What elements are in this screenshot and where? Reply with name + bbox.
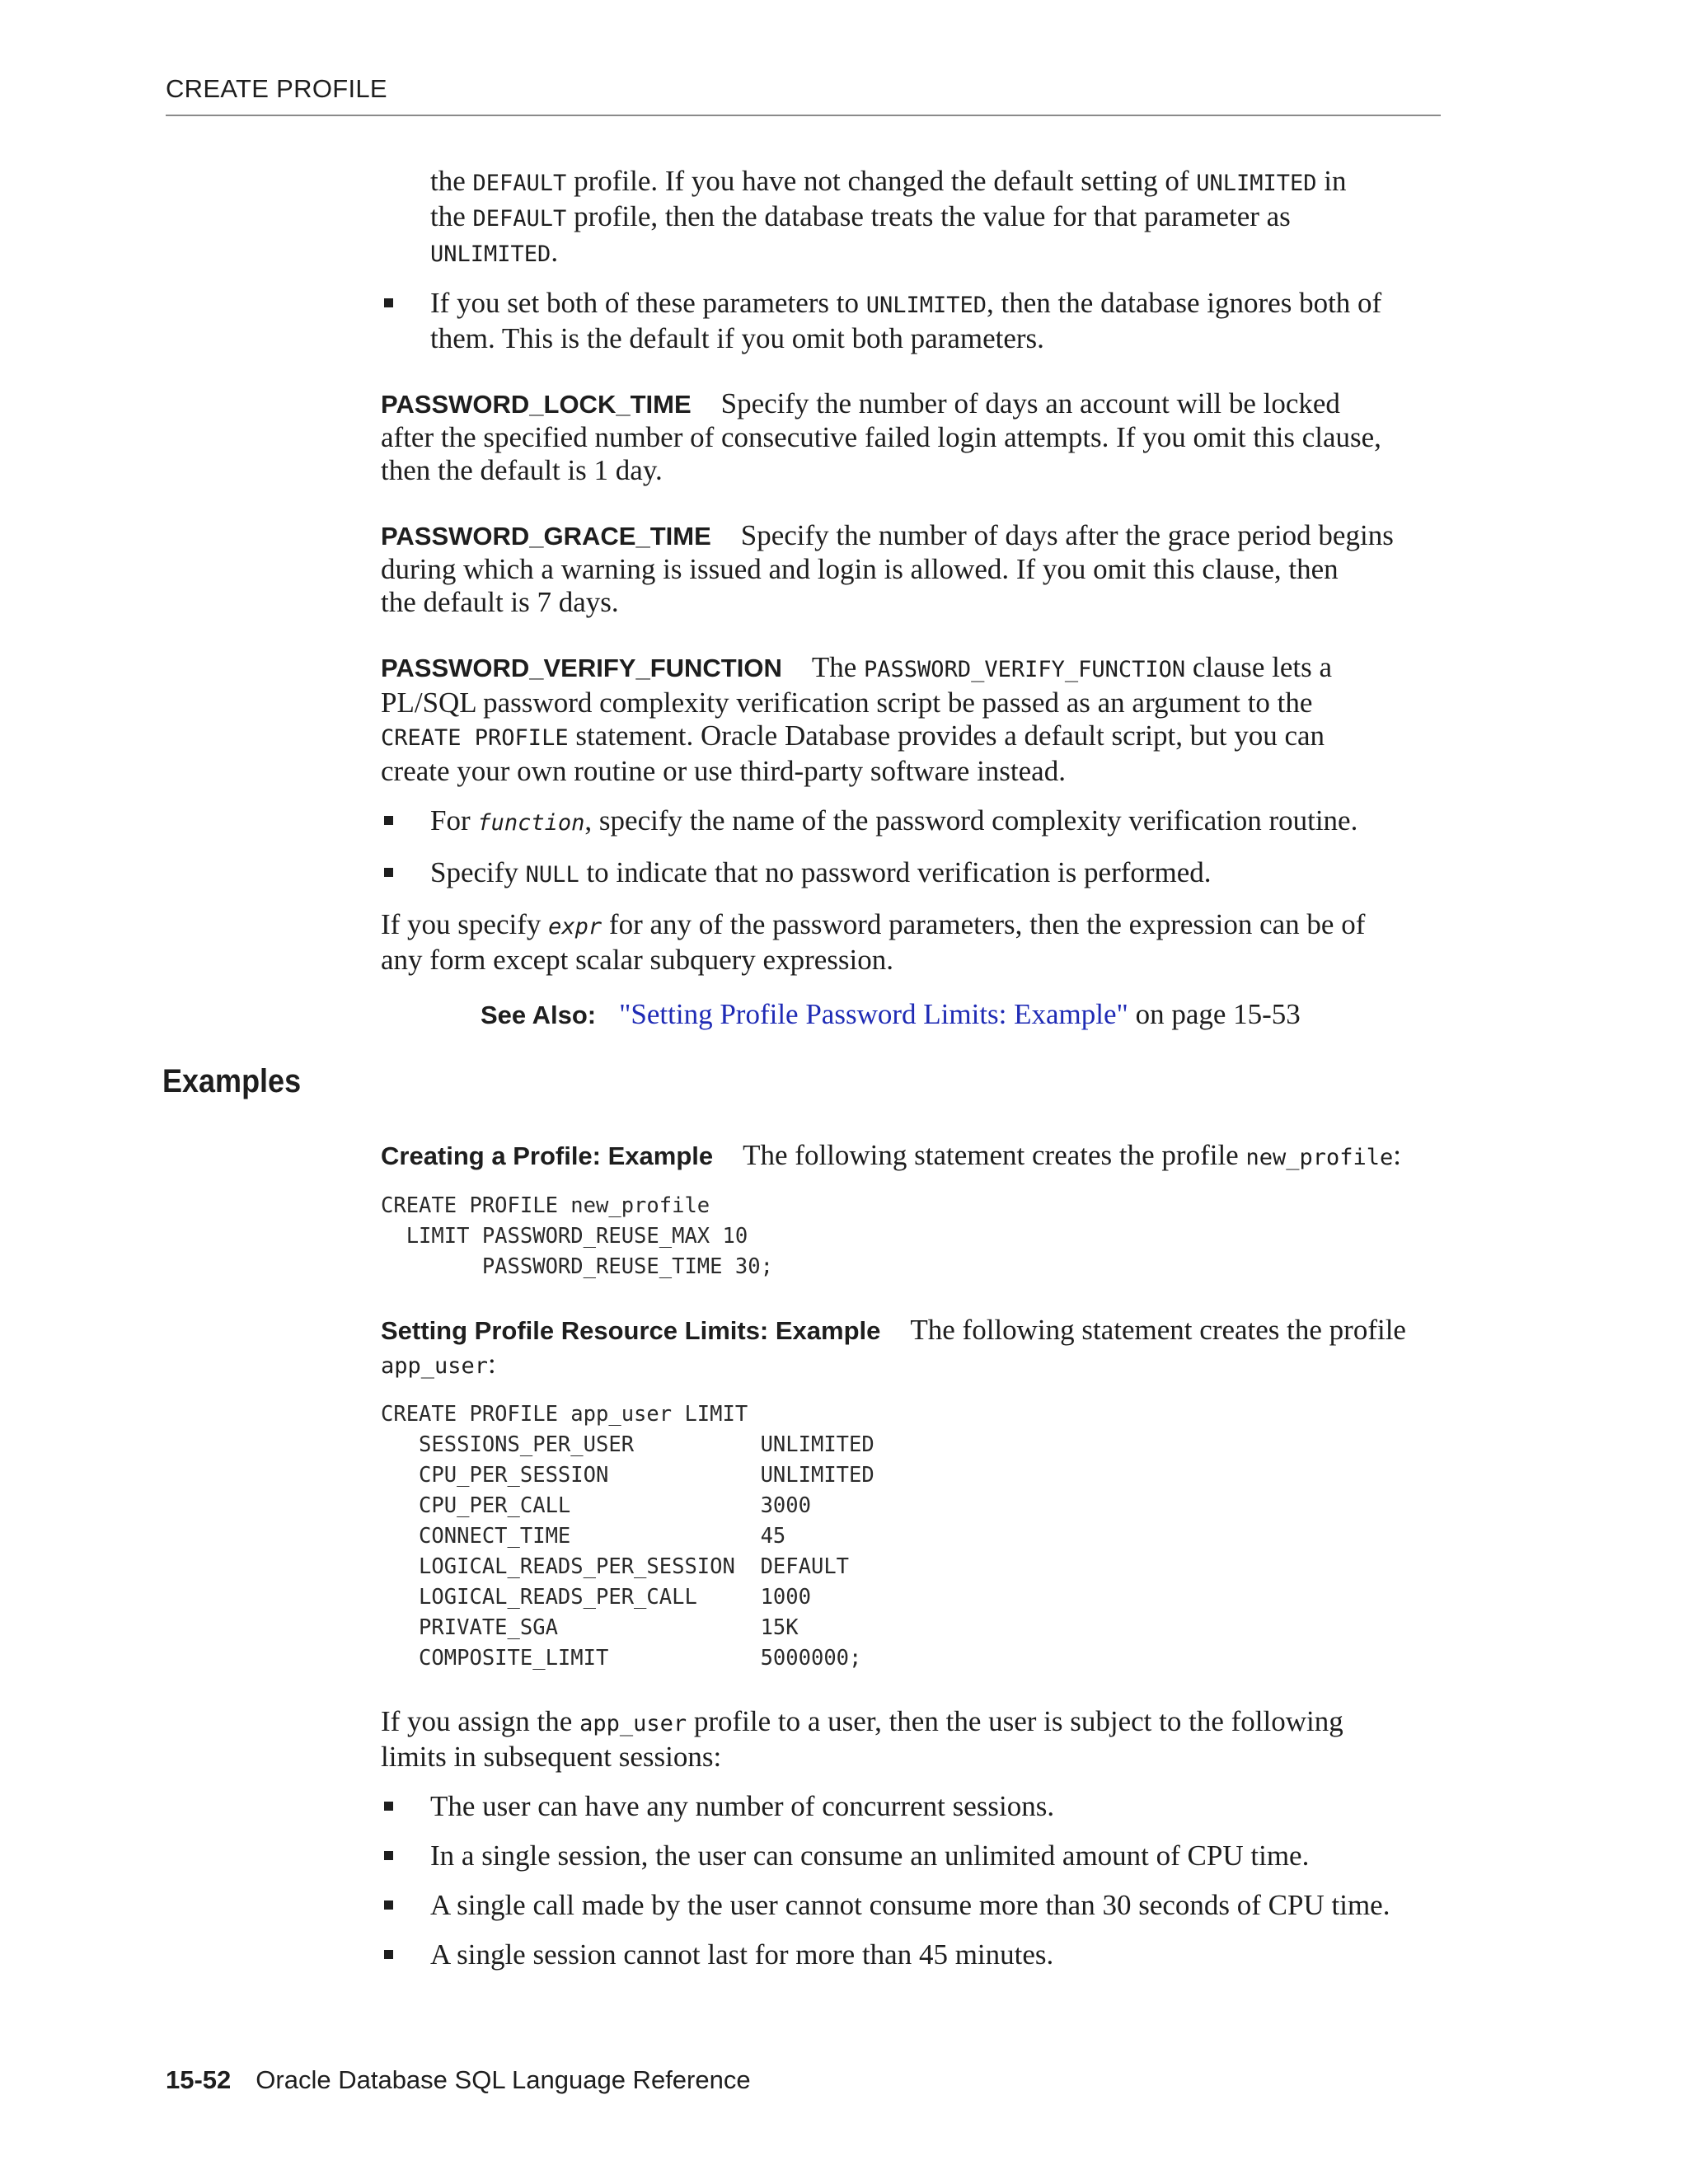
bullet-icon <box>384 1851 393 1860</box>
page-number: 15-52 <box>166 2065 232 2094</box>
example-heading: Setting Profile Resource Limits: Example <box>381 1316 881 1345</box>
running-header <box>166 74 1441 116</box>
code-block: CREATE PROFILE new_profile LIMIT PASSWORD_REUSE_MAX 10 PASSWORD_REUSE_TIME 30; <box>381 1193 773 1279</box>
bullet-icon <box>384 1802 393 1811</box>
bullet-icon <box>384 868 393 877</box>
example-resource-limits: Setting Profile Resource Limits: Example The following statement creates the profile app_user: <box>381 1314 1406 1380</box>
continued-paragraph: the DEFAULT profile. If you have not changed the default setting of UNLIMITED in the DEFAULT profile, then the database treats the value for that parameter as UNLIMITED. <box>430 165 1347 268</box>
password-lock-time-para: PASSWORD_LOCK_TIME Specify the number of days an account will be locked after the specified number of consecutive failed login attempts. If you omit this clause, then the default is 1 day. <box>381 387 1381 486</box>
list-item: A single session cannot last for more than 45 minutes. <box>381 1938 1444 1971</box>
code-block: CREATE PROFILE app_user LIMIT SESSIONS_PER_USER UNLIMITED CPU_PER_SESSION UNLIMITED CPU_PER_CALL 3000 CONNECT_TIME 45 LOGICAL_READS_PER_SESSION DEFAULT LOGICAL_READS_PER_CALL 1000 PRIVATE_SGA 15K COMPOSITE_LIMIT 5000000; <box>381 1402 874 1671</box>
example-creating-profile: Creating a Profile: Example The following statement creates the profile new_profile: <box>381 1139 1402 1171</box>
cross-reference-link[interactable]: "Setting Profile Password Limits: Example" <box>619 998 1128 1030</box>
term-heading: PASSWORD_VERIFY_FUNCTION <box>381 654 782 682</box>
expr-paragraph: If you specify expr for any of the password parameters, then the expression can be of any form except scalar subquery expression. <box>381 908 1366 976</box>
password-verify-function-para: PASSWORD_VERIFY_FUNCTION The PASSWORD_VERIFY_FUNCTION clause lets a PL/SQL password complexity verification script be passed as an argument to the CREATE PROFILE statement. Oracle Database provides a default script, but you can create your own routine or use third-party software instead. <box>381 651 1333 787</box>
book-title: Oracle Database SQL Language Reference <box>256 2065 751 2094</box>
assign-paragraph: If you assign the app_user profile to a user, then the user is subject to the following limits in subsequent sessions: <box>381 1705 1343 1773</box>
term-heading: PASSWORD_GRACE_TIME <box>381 522 711 551</box>
see-also-note: See Also: "Setting Profile Password Limits: Example" on page 15-53 <box>481 998 1301 1030</box>
list-item: The user can have any number of concurrent sessions. <box>381 1790 1444 1823</box>
password-grace-time-para: PASSWORD_GRACE_TIME Specify the number of days after the grace period begins during which a warning is issued and login is allowed. If you omit this clause, then the default is 7 days. <box>381 519 1394 618</box>
examples-body <box>381 1139 1444 1971</box>
bullet-icon <box>384 816 393 825</box>
see-also-label: See Also: <box>481 1001 597 1029</box>
bullet-icon <box>384 1900 393 1910</box>
list-item: Specify NULL to indicate that no password verification is performed. <box>381 856 1444 892</box>
page-footer <box>166 2065 751 2095</box>
bullet-icon <box>384 298 393 307</box>
header-title: CREATE PROFILE <box>166 74 387 103</box>
term-heading: PASSWORD_LOCK_TIME <box>381 390 692 419</box>
section-heading: Examples <box>162 1063 302 1099</box>
list-item: For function, specify the name of the password complexity verification routine. <box>381 804 1444 840</box>
list-item: If you set both of these parameters to UNLIMITED, then the database ignores both of them. This is the default if you omit both parameters. <box>381 287 1444 355</box>
list-item: In a single session, the user can consume an unlimited amount of CPU time. <box>381 1840 1444 1872</box>
example-heading: Creating a Profile: Example <box>381 1141 714 1170</box>
page-body <box>381 165 1444 1032</box>
list-item: A single call made by the user cannot consume more than 30 seconds of CPU time. <box>381 1889 1444 1922</box>
bullet-icon <box>384 1950 393 1959</box>
